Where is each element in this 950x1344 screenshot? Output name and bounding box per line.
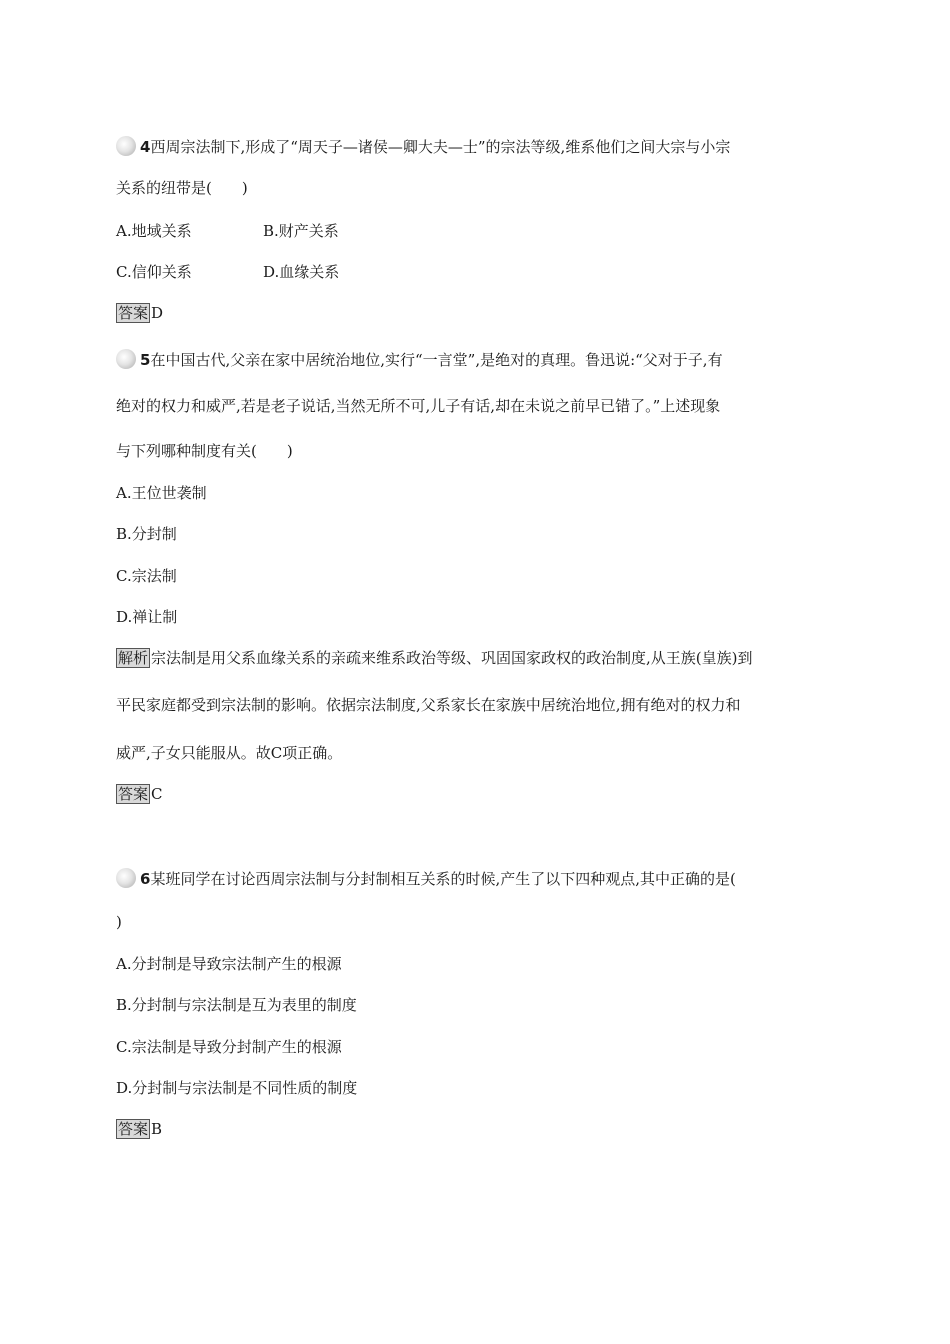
answer-tag: 答案 [118,785,149,803]
question-4-stem-line2: 关系的纽带是( ) [116,179,248,197]
stem-text: 某班同学在讨论西周宗法制与分封制相互关系的时候,产生了以下四种观点,其中正确的是( [150,870,736,888]
question-number: 4 [140,138,151,156]
option-d: D.血缘关系 [263,263,340,281]
answer-line [116,784,163,804]
analysis-tag: 解析 [118,649,149,667]
answer-tag: 答案 [118,1120,149,1138]
answer-value: C [151,785,163,803]
question-bullet-icon [116,349,136,369]
question-bullet-icon [116,868,136,888]
question-4-stem [116,136,730,157]
option-c: C.信仰关系 [116,263,192,281]
question-6-stem-line2: ) [116,913,122,931]
option-b: B.分封制与宗法制是互为表里的制度 [116,996,357,1014]
stem-text: 在中国古代,父亲在家中居统治地位,实行“一言堂”,是绝对的真理。鲁迅说:“父对于子,有 [150,351,723,369]
answer-value: D [151,304,164,322]
analysis-line2: 平民家庭都受到宗法制的影响。依据宗法制度,父系家长在家族中居统治地位,拥有绝对的权力和 [116,696,741,714]
question-5-stem-line3: 与下列哪种制度有关( ) [116,442,293,460]
question-number: 5 [140,351,151,369]
answer-tag: 答案 [118,304,149,322]
answer-line [116,1119,162,1139]
option-a: A.王位世袭制 [116,484,207,502]
option-c: C.宗法制 [116,567,177,585]
option-d: D.分封制与宗法制是不同性质的制度 [116,1079,358,1097]
option-b: B.财产关系 [263,222,339,240]
option-b: B.分封制 [116,525,177,543]
question-5-stem [116,349,723,370]
option-a: A.分封制是导致宗法制产生的根源 [116,955,342,973]
stem-text: 西周宗法制下,形成了“周天子—诸侯—卿大夫—士”的宗法等级,维系他们之间大宗与小宗 [150,138,731,156]
option-d: D.禅让制 [116,608,178,626]
option-a: A.地域关系 [116,222,192,240]
answer-value: B [151,1120,163,1138]
answer-line [116,303,163,323]
option-c: C.宗法制是导致分封制产生的根源 [116,1038,342,1056]
analysis-text: 宗法制是用父系血缘关系的亲疏来维系政治等级、巩固国家政权的政治制度,从王族(皇族)到 [151,649,753,667]
question-number: 6 [140,870,151,888]
question-bullet-icon [116,136,136,156]
question-6-stem [116,868,736,889]
analysis-line1 [116,648,753,668]
question-5-stem-line2: 绝对的权力和威严,若是老子说话,当然无所不可,儿子有话,却在未说之前早已错了。”上述现象 [116,397,721,415]
analysis-line3: 威严,子女只能服从。故C项正确。 [116,744,343,762]
